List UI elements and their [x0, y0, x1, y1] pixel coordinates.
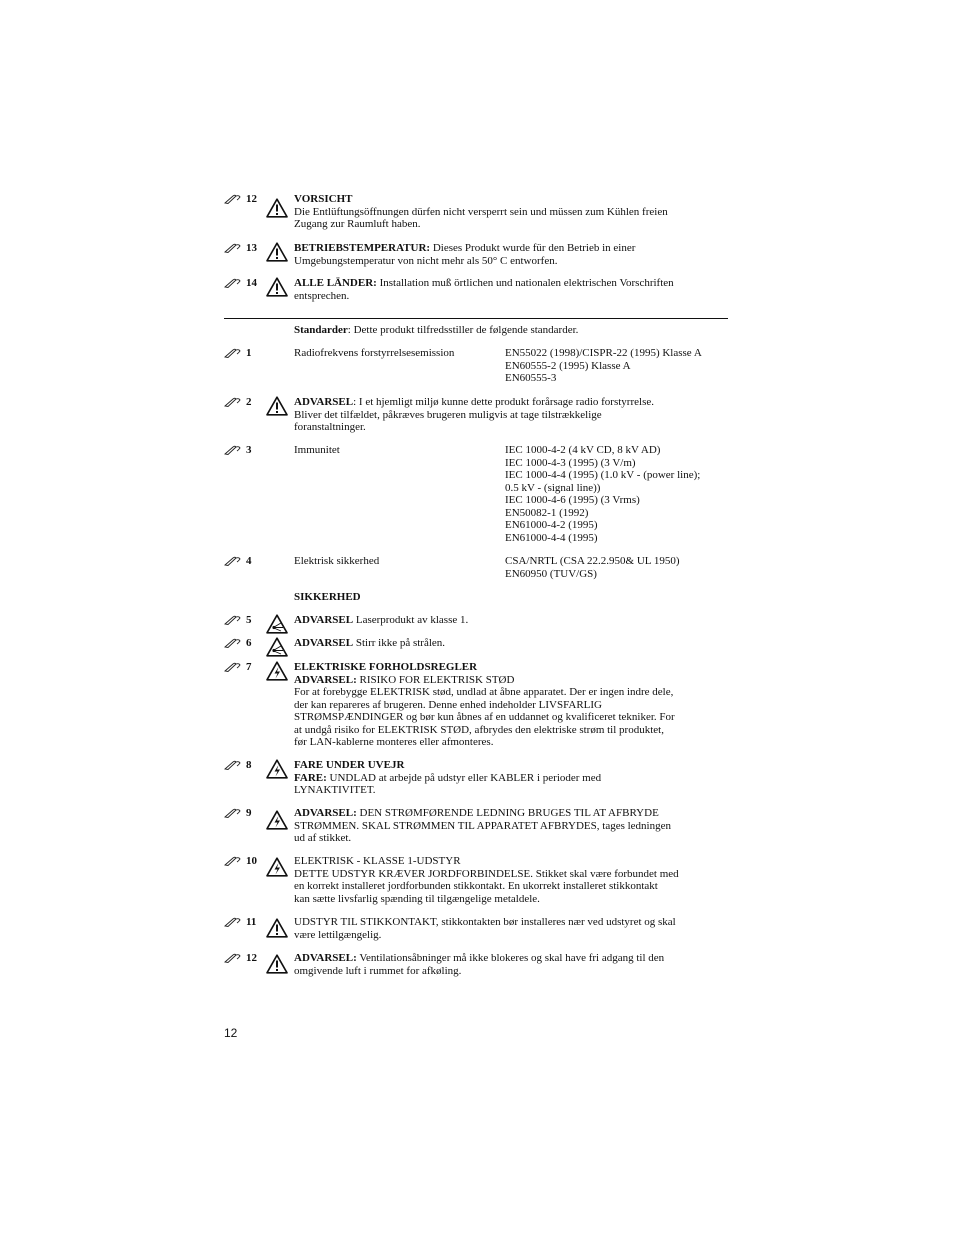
standard-value: IEC 1000-4-6 (1995) (3 Vrms)	[505, 494, 640, 506]
item-text-line: ud af stikket.	[294, 832, 352, 844]
electric-shock-icon	[266, 810, 288, 830]
item-heading: ELEKTRISKE FORHOLDSREGLER	[294, 661, 478, 673]
item-text-line: en korrekt installeret jordforbunden stikkontakt. En ukorrekt installeret stikkontakt	[294, 880, 658, 892]
item-text-line: være lettilgængelig.	[294, 928, 382, 941]
pen-icon	[224, 917, 242, 928]
item-text: Laserprodukt av klasse 1.	[353, 614, 469, 626]
standard-value: EN55022 (1998)/CISPR-22 (1995) Klasse A	[505, 347, 702, 359]
standards-intro	[294, 324, 730, 337]
item-heading: ADVARSEL	[294, 396, 354, 408]
item-number: 5	[246, 614, 252, 626]
standard-value: EN60950 (TUV/GS)	[505, 567, 597, 580]
item-subheading: ADVARSEL:	[294, 673, 357, 686]
warning-icon	[266, 918, 288, 938]
safety-heading: SIKKERHED	[294, 591, 361, 603]
item-text-line: kan sætte livsfarlig spænding til tilgængelige metaldele.	[294, 892, 540, 905]
item-number: 7	[246, 661, 252, 673]
page-number: 12	[224, 1026, 238, 1040]
item-heading: BETRIEBSTEMPERATUR:	[294, 242, 431, 254]
item-text-line: Umgebungstemperatur von nicht mehr als 50° C entworfen.	[294, 254, 558, 267]
item-text-line: foranstaltninger.	[294, 421, 366, 433]
pen-icon	[224, 348, 242, 359]
item-number: 13	[246, 242, 257, 254]
standard-value: IEC 1000-4-3 (1995) (3 V/m)	[505, 456, 636, 469]
standard-name: Immunitet	[294, 444, 340, 456]
item-text-line: entsprechen.	[294, 289, 350, 302]
standard-value: EN61000-4-2 (1995)	[505, 519, 598, 531]
item-text-line: ELEKTRISK - KLASSE 1-UDSTYR	[294, 855, 461, 867]
item-text-line: Zugang zur Raumluft haben.	[294, 218, 421, 230]
item-heading: ADVARSEL:	[294, 952, 357, 964]
item-text: Dieses Produkt wurde für den Betrieb in einer	[430, 242, 636, 254]
warning-icon	[266, 198, 288, 218]
pen-icon	[224, 445, 242, 456]
item-heading: ADVARSEL:	[294, 807, 357, 819]
item-subtext: RISIKO FOR ELEKTRISK STØD	[356, 673, 515, 686]
pen-icon	[224, 194, 242, 205]
item-text-line: der kan repareres af brugeren. Denne enhed indeholder LIVSFARLIG	[294, 698, 602, 711]
standard-values	[505, 347, 730, 385]
item-number: 10	[246, 855, 257, 867]
pen-icon	[224, 243, 242, 254]
item-number: 11	[246, 916, 257, 928]
laser-warning-icon	[266, 637, 288, 657]
item-number: 6	[246, 637, 252, 649]
standard-name: Elektrisk sikkerhed	[294, 555, 380, 567]
pen-icon	[224, 856, 242, 867]
pen-icon	[224, 662, 242, 673]
item-text: Ventilationsåbninger må ikke blokeres og skal have fri adgang til den	[356, 952, 665, 964]
item-number: 8	[246, 759, 252, 771]
item-text: DEN STRØMFØRENDE LEDNING BRUGES TIL AT AFBRYDE	[356, 807, 659, 819]
standard-values	[505, 555, 730, 580]
item-heading: VORSICHT	[294, 193, 353, 205]
standard-value: IEC 1000-4-2 (4 kV CD, 8 kV AD)	[505, 444, 661, 456]
item-subtext: UNDLAD at arbejde på udstyr eller KABLER i perioder med	[326, 771, 602, 784]
item-text-line: før LAN-kablerne monteres eller afmonteres.	[294, 736, 494, 748]
pen-icon	[224, 278, 242, 289]
electric-shock-icon	[266, 857, 288, 877]
item-heading: FARE UNDER UVEJR	[294, 759, 405, 771]
item-text: Stirr ikke på strålen.	[353, 637, 446, 649]
pen-icon	[224, 953, 242, 964]
standard-value: EN60555-2 (1995) Klasse A	[505, 359, 631, 372]
item-text-line: omgivende luft i rummet for afkøling.	[294, 964, 462, 977]
item-text-line: STRØMSPÆNDINGER og bør kun åbnes af en uddannet og kvalificeret tekniker. For	[294, 711, 675, 723]
standards-label: Standarder	[294, 324, 348, 336]
item-text-line: at undgå risiko for ELEKTRISK STØD, afbrydes den elektriske strøm til produktet,	[294, 723, 664, 736]
item-number: 2	[246, 396, 252, 408]
item-text: : I et hjemligt miljø kunne dette produkt forårsage radio forstyrrelse.	[353, 396, 654, 408]
item-number: 1	[246, 347, 252, 359]
item-subheading: FARE:	[294, 771, 327, 784]
item-text-line: For at forebygge ELEKTRISK stød, undlad at åbne apparatet. Der er ingen indre dele,	[294, 686, 674, 698]
electric-shock-icon	[266, 759, 288, 779]
pen-icon	[224, 615, 242, 626]
item-number: 14	[246, 277, 257, 289]
item-number: 9	[246, 807, 252, 819]
item-text-line: LYNAKTIVITET.	[294, 784, 376, 796]
pen-icon	[224, 556, 242, 567]
item-text-line: Bliver det tilfældet, påkræves brugeren muligvis at tage tilstrækkelige	[294, 408, 602, 421]
item-number: 4	[246, 555, 252, 567]
section-divider	[224, 318, 728, 319]
warning-icon	[266, 242, 288, 262]
standard-value: 0.5 kV - (signal line))	[505, 481, 601, 494]
standard-value: EN60555-3	[505, 372, 557, 384]
item-text-line: DETTE UDSTYR KRÆVER JORDFORBINDELSE. Stikket skal være forbundet med	[294, 867, 679, 880]
item-number: 12	[246, 952, 257, 964]
standard-values	[505, 444, 730, 544]
item-text-line: STRØMMEN. SKAL STRØMMEN TIL APPARATET AFBRYDES, tages ledningen	[294, 819, 671, 832]
warning-icon	[266, 277, 288, 297]
item-heading: ADVARSEL	[294, 637, 354, 649]
warning-icon	[266, 954, 288, 974]
standard-name: Radiofrekvens forstyrrelsesemission	[294, 347, 455, 359]
pen-icon	[224, 808, 242, 819]
standard-value: CSA/NRTL (CSA 22.2.950& UL 1950)	[505, 555, 680, 567]
warning-icon	[266, 396, 288, 416]
item-heading: ADVARSEL	[294, 614, 354, 626]
item-text-line: UDSTYR TIL STIKKONTAKT, stikkontakten bør installeres nær ved udstyret og skal	[294, 916, 676, 928]
standards-text: : Dette produkt tilfredsstiller de følgende standarder.	[347, 324, 579, 336]
standard-value: EN50082-1 (1992)	[505, 506, 589, 519]
pen-icon	[224, 397, 242, 408]
pen-icon	[224, 638, 242, 649]
item-text-line: Die Entlüftungsöffnungen dürfen nicht versperrt sein und müssen zum Kühlen freien	[294, 205, 668, 218]
standard-value: EN61000-4-4 (1995)	[505, 531, 598, 544]
item-number: 12	[246, 193, 257, 205]
item-heading: ALLE LÄNDER:	[294, 277, 377, 289]
item-text: Installation muß örtlichen und nationalen elektrischen Vorschriften	[376, 277, 674, 289]
item-number: 3	[246, 444, 252, 456]
pen-icon	[224, 760, 242, 771]
standard-value: IEC 1000-4-4 (1995) (1.0 kV - (power line);	[505, 469, 701, 481]
electric-shock-icon	[266, 661, 288, 681]
laser-warning-icon	[266, 614, 288, 634]
